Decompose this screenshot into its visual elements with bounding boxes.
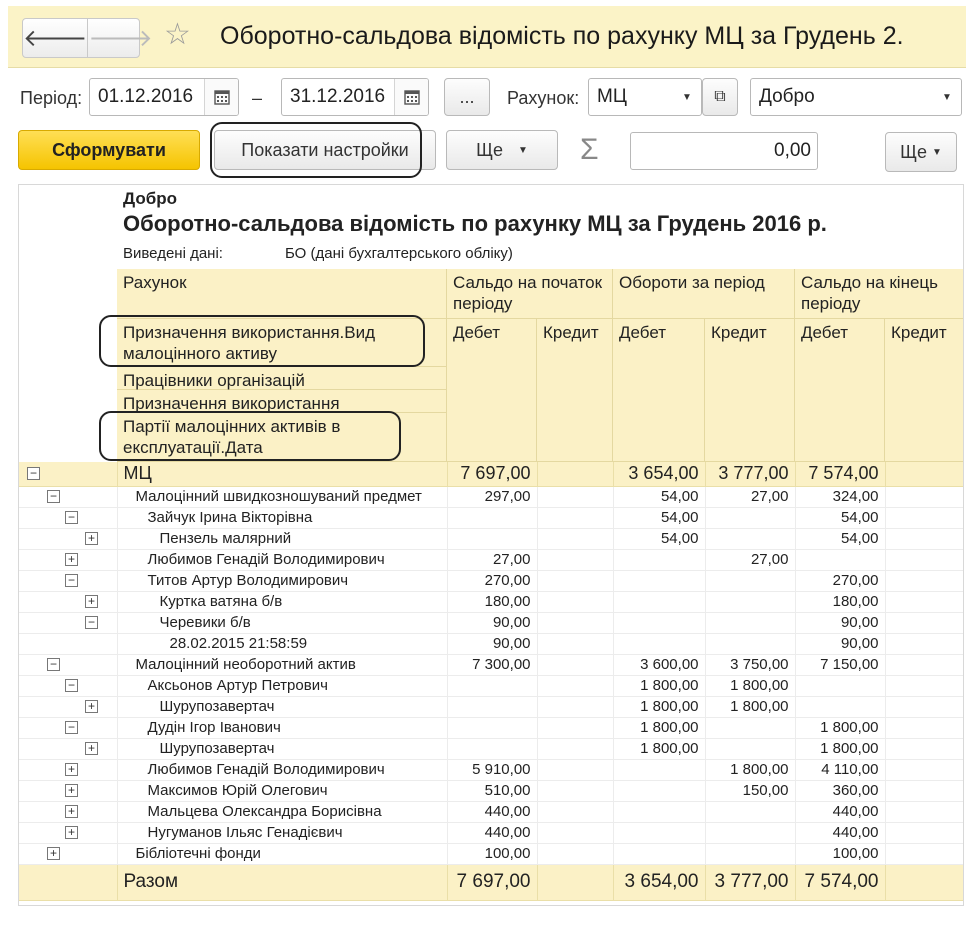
value-cell-cd: 7 574,00	[795, 462, 885, 486]
value-cell-od	[447, 507, 537, 528]
value-cell-tc	[705, 822, 795, 843]
value-cell-cc	[885, 654, 964, 675]
expand-icon[interactable]: +	[65, 553, 78, 566]
value-cell-td	[613, 801, 705, 822]
value-cell-cd	[795, 675, 885, 696]
collapse-icon[interactable]: −	[85, 616, 98, 629]
value-cell-oc	[537, 738, 613, 759]
tree-cell	[19, 675, 117, 696]
table-row[interactable]	[19, 822, 964, 843]
value-cell-cd: 1 800,00	[795, 717, 885, 738]
value-cell-oc	[537, 654, 613, 675]
account-value: МЦ	[597, 86, 627, 107]
value-cell-od	[447, 528, 537, 549]
value-cell-od	[447, 738, 537, 759]
output-label: Виведені дані:	[123, 245, 223, 262]
tree-cell	[19, 738, 117, 759]
tree-cell	[19, 696, 117, 717]
expand-icon[interactable]: +	[85, 742, 98, 755]
expand-icon[interactable]: +	[65, 784, 78, 797]
value-cell-td: 1 800,00	[613, 738, 705, 759]
total-cell-oc	[537, 864, 613, 900]
row-label: Малоцінний швидкозношуваний предмет	[117, 486, 447, 507]
table-row[interactable]	[19, 780, 964, 801]
tree-cell	[19, 591, 117, 612]
date-to-field[interactable]	[281, 78, 429, 116]
value-cell-td	[613, 591, 705, 612]
value-cell-cd: 1 800,00	[795, 738, 885, 759]
collapse-icon[interactable]: −	[65, 574, 78, 587]
collapse-icon[interactable]: −	[27, 467, 40, 480]
date-to-value: 31.12.2016	[290, 86, 386, 107]
header-group4: Партії малоцінних активів в експлуатації.Дата	[117, 413, 447, 462]
value-cell-td: 54,00	[613, 486, 705, 507]
header-turnover: Обороти за період	[613, 269, 795, 319]
value-cell-cd: 90,00	[795, 612, 885, 633]
table-row[interactable]	[19, 738, 964, 759]
value-cell-cc	[885, 633, 964, 654]
value-cell-cc	[885, 612, 964, 633]
value-cell-td: 3 654,00	[613, 462, 705, 486]
table-row-total	[19, 864, 964, 900]
chevron-down-icon: ▼	[932, 146, 942, 158]
chevron-down-icon[interactable]: ▼	[942, 91, 952, 103]
value-cell-oc	[537, 822, 613, 843]
value-cell-cd: 4 110,00	[795, 759, 885, 780]
row-label: Титов Артур Володимирович	[117, 570, 447, 591]
generate-button[interactable]: Сформувати	[18, 130, 200, 170]
value-cell-od: 7 300,00	[447, 654, 537, 675]
chevron-down-icon[interactable]: ▼	[682, 91, 692, 103]
value-cell-oc	[537, 549, 613, 570]
value-cell-tc: 1 800,00	[705, 675, 795, 696]
value-cell-oc	[537, 507, 613, 528]
value-cell-tc	[705, 633, 795, 654]
arrow-right-icon: 🡒	[88, 25, 153, 52]
tree-cell	[19, 570, 117, 591]
header-account: Рахунок	[117, 269, 447, 319]
expand-icon[interactable]: +	[47, 847, 60, 860]
table-row-group[interactable]	[19, 462, 964, 486]
value-cell-od: 7 697,00	[447, 462, 537, 486]
tree-cell	[19, 843, 117, 864]
value-cell-od: 90,00	[447, 612, 537, 633]
value-cell-td	[613, 612, 705, 633]
value-cell-cd: 440,00	[795, 822, 885, 843]
value-cell-td: 1 800,00	[613, 717, 705, 738]
expand-icon[interactable]: +	[85, 595, 98, 608]
collapse-icon[interactable]: −	[47, 490, 60, 503]
value-cell-oc	[537, 801, 613, 822]
value-cell-od: 270,00	[447, 570, 537, 591]
row-label: Куртка ватяна б/в	[117, 591, 447, 612]
back-button[interactable]	[23, 19, 88, 57]
row-label: Черевики б/в	[117, 612, 447, 633]
header-group2: Працівники організацій	[117, 367, 447, 390]
table-row[interactable]	[19, 759, 964, 780]
table-row[interactable]	[19, 591, 964, 612]
value-cell-td: 54,00	[613, 507, 705, 528]
value-cell-cc	[885, 591, 964, 612]
value-cell-oc	[537, 591, 613, 612]
header-opening: Сальдо на початок періоду	[447, 269, 613, 319]
value-cell-cc	[885, 717, 964, 738]
value-cell-cc	[885, 738, 964, 759]
row-label: Зайчук Ірина Вікторівна	[117, 507, 447, 528]
value-cell-cd: 270,00	[795, 570, 885, 591]
collapse-icon[interactable]: −	[65, 679, 78, 692]
value-cell-cd: 360,00	[795, 780, 885, 801]
value-cell-td	[613, 633, 705, 654]
more-label: Ще	[476, 139, 503, 160]
value-cell-tc: 1 800,00	[705, 759, 795, 780]
value-cell-cc	[885, 528, 964, 549]
row-label: Бібліотечні фонди	[117, 843, 447, 864]
expand-icon[interactable]: +	[85, 532, 98, 545]
row-label: Шурупозавертач	[117, 738, 447, 759]
value-cell-tc	[705, 507, 795, 528]
tree-cell	[19, 759, 117, 780]
table-row[interactable]	[19, 717, 964, 738]
value-cell-td	[613, 570, 705, 591]
navigation-buttons	[22, 18, 153, 58]
total-label: Разом	[117, 864, 447, 900]
value-cell-od	[447, 696, 537, 717]
highlight-outline	[210, 122, 422, 178]
value-cell-tc	[705, 591, 795, 612]
more-button-2[interactable]	[885, 132, 957, 172]
open-account-button[interactable]	[702, 78, 738, 116]
tree-cell	[19, 528, 117, 549]
table-row[interactable]	[19, 612, 964, 633]
table-row[interactable]	[19, 507, 964, 528]
expand-icon[interactable]: +	[65, 826, 78, 839]
value-cell-cc	[885, 801, 964, 822]
collapse-icon[interactable]: −	[65, 721, 78, 734]
expand-icon[interactable]: +	[65, 763, 78, 776]
value-cell-cd: 324,00	[795, 486, 885, 507]
value-cell-cc	[885, 696, 964, 717]
tree-cell	[19, 462, 117, 486]
value-cell-tc	[705, 738, 795, 759]
value-cell-cd: 440,00	[795, 801, 885, 822]
forward-button[interactable]	[88, 19, 152, 57]
value-cell-cc	[885, 507, 964, 528]
value-cell-oc	[537, 843, 613, 864]
value-cell-tc: 1 800,00	[705, 696, 795, 717]
highlight-outline	[99, 315, 425, 367]
sum-field[interactable]	[630, 132, 818, 170]
tree-cell	[19, 864, 117, 900]
value-cell-td	[613, 549, 705, 570]
row-label: Пензель малярний	[117, 528, 447, 549]
value-cell-td	[613, 759, 705, 780]
header-closing-credit: Кредит	[885, 319, 964, 462]
row-label: МЦ	[117, 462, 447, 486]
value-cell-td	[613, 822, 705, 843]
row-label: 28.02.2015 21:58:59	[117, 633, 447, 654]
value-cell-tc	[705, 570, 795, 591]
table-row[interactable]	[19, 654, 964, 675]
report-organization: Добро	[123, 189, 177, 208]
highlight-outline	[99, 411, 401, 461]
header-group3: Призначення використання	[117, 390, 447, 413]
sigma-icon: Σ	[580, 133, 599, 166]
tree-cell	[19, 654, 117, 675]
value-cell-oc	[537, 780, 613, 801]
date-from-value: 01.12.2016	[98, 86, 194, 107]
value-cell-td	[613, 780, 705, 801]
value-cell-cc	[885, 462, 964, 486]
value-cell-td	[613, 843, 705, 864]
header-closing-debit: Дебет	[795, 319, 885, 462]
row-label: Шурупозавертач	[117, 696, 447, 717]
value-cell-od: 180,00	[447, 591, 537, 612]
header-group1: Призначення використання.Вид малоцінного активу	[117, 319, 447, 367]
value-cell-tc	[705, 612, 795, 633]
tree-cell	[19, 507, 117, 528]
expand-icon[interactable]: +	[65, 805, 78, 818]
total-cell-td: 3 654,00	[613, 864, 705, 900]
value-cell-od: 90,00	[447, 633, 537, 654]
row-label: Любимов Генадій Володимирович	[117, 549, 447, 570]
row-label: Мальцева Олександра Борисівна	[117, 801, 447, 822]
organization-value: Добро	[759, 86, 815, 107]
value-cell-cd: 90,00	[795, 633, 885, 654]
value-cell-cc	[885, 759, 964, 780]
expand-icon[interactable]: +	[85, 700, 98, 713]
value-cell-cd: 54,00	[795, 507, 885, 528]
table-row[interactable]	[19, 570, 964, 591]
value-cell-td: 1 800,00	[613, 696, 705, 717]
total-cell-od: 7 697,00	[447, 864, 537, 900]
value-cell-td: 1 800,00	[613, 675, 705, 696]
header-closing: Сальдо на кінець періоду	[795, 269, 964, 319]
tree-cell	[19, 633, 117, 654]
value-cell-od: 5 910,00	[447, 759, 537, 780]
value-cell-cc	[885, 675, 964, 696]
value-cell-td: 54,00	[613, 528, 705, 549]
value-cell-od: 440,00	[447, 801, 537, 822]
tree-cell	[19, 486, 117, 507]
value-cell-oc	[537, 675, 613, 696]
value-cell-oc	[537, 612, 613, 633]
calendar-icon[interactable]	[394, 79, 428, 115]
table-row[interactable]	[19, 801, 964, 822]
value-cell-tc	[705, 843, 795, 864]
value-cell-oc	[537, 717, 613, 738]
value-cell-od: 510,00	[447, 780, 537, 801]
value-cell-oc	[537, 759, 613, 780]
value-cell-cc	[885, 486, 964, 507]
value-cell-od	[447, 717, 537, 738]
value-cell-cd: 180,00	[795, 591, 885, 612]
account-field[interactable]	[588, 78, 702, 116]
collapse-icon[interactable]: −	[65, 511, 78, 524]
table-row[interactable]	[19, 675, 964, 696]
header-turnover-debit: Дебет	[613, 319, 705, 462]
sum-value: 0,00	[774, 140, 811, 161]
account-label: Рахунок:	[507, 88, 580, 108]
value-cell-od: 440,00	[447, 822, 537, 843]
window-title: Оборотно-сальдова відомість по рахунку МЦ за Грудень 2.	[220, 22, 904, 50]
value-cell-cc	[885, 549, 964, 570]
tree-cell	[19, 549, 117, 570]
value-cell-tc: 27,00	[705, 549, 795, 570]
report-area[interactable]	[18, 184, 964, 906]
row-label: Любимов Генадій Володимирович	[117, 759, 447, 780]
row-label: Максимов Юрій Олегович	[117, 780, 447, 801]
header-opening-debit: Дебет	[447, 319, 537, 462]
tree-cell	[19, 612, 117, 633]
period-dash: –	[252, 88, 263, 108]
value-cell-cd: 54,00	[795, 528, 885, 549]
header-turnover-credit: Кредит	[705, 319, 795, 462]
value-cell-cc	[885, 822, 964, 843]
value-cell-od: 297,00	[447, 486, 537, 507]
value-cell-tc: 150,00	[705, 780, 795, 801]
header-opening-credit: Кредит	[537, 319, 613, 462]
value-cell-oc	[537, 486, 613, 507]
value-cell-cd	[795, 549, 885, 570]
value-cell-tc	[705, 528, 795, 549]
row-label: Аксьонов Артур Петрович	[117, 675, 447, 696]
calendar-icon[interactable]	[204, 79, 238, 115]
value-cell-oc	[537, 633, 613, 654]
star-icon[interactable]: ☆	[164, 18, 191, 51]
report-table	[19, 462, 964, 901]
tree-cell	[19, 717, 117, 738]
tree-cell	[19, 822, 117, 843]
value-cell-tc	[705, 717, 795, 738]
table-row[interactable]	[19, 696, 964, 717]
value-cell-od: 27,00	[447, 549, 537, 570]
value-cell-od	[447, 675, 537, 696]
title-bar	[8, 6, 966, 68]
table-row[interactable]	[19, 528, 964, 549]
value-cell-cc	[885, 843, 964, 864]
total-cell-cd: 7 574,00	[795, 864, 885, 900]
total-cell-cc	[885, 864, 964, 900]
show-settings-button[interactable]: Показати настройки	[214, 130, 436, 170]
value-cell-tc: 3 750,00	[705, 654, 795, 675]
date-from-field[interactable]	[89, 78, 239, 116]
value-cell-oc	[537, 570, 613, 591]
value-cell-tc: 3 777,00	[705, 462, 795, 486]
arrow-left-icon: 🡐	[23, 25, 88, 52]
report-title: Оборотно-сальдова відомість по рахунку МЦ за Грудень 2016 р.	[123, 211, 827, 236]
more-label-2: Ще	[900, 141, 927, 162]
output-value: БО (дані бухгалтерського обліку)	[285, 245, 513, 262]
row-label: Дудін Ігор Іванович	[117, 717, 447, 738]
value-cell-cc	[885, 780, 964, 801]
period-label: Період:	[20, 88, 83, 108]
total-cell-tc: 3 777,00	[705, 864, 795, 900]
value-cell-cd	[795, 696, 885, 717]
value-cell-cd: 7 150,00	[795, 654, 885, 675]
select-period-button[interactable]: ...	[444, 78, 490, 116]
value-cell-od: 100,00	[447, 843, 537, 864]
tree-cell	[19, 780, 117, 801]
table-row[interactable]	[19, 486, 964, 507]
organization-field[interactable]	[750, 78, 962, 116]
table-row[interactable]	[19, 549, 964, 570]
more-button[interactable]	[446, 130, 558, 170]
value-cell-oc	[537, 696, 613, 717]
collapse-icon[interactable]: −	[47, 658, 60, 671]
row-label: Малоцінний необоротний актив	[117, 654, 447, 675]
value-cell-cd: 100,00	[795, 843, 885, 864]
row-label: Нугуманов Ільяс Генадієвич	[117, 822, 447, 843]
value-cell-cc	[885, 570, 964, 591]
value-cell-tc: 27,00	[705, 486, 795, 507]
value-cell-oc	[537, 462, 613, 486]
value-cell-oc	[537, 528, 613, 549]
table-row[interactable]	[19, 843, 964, 864]
open-window-icon: ⧉	[714, 88, 726, 105]
chevron-down-icon: ▼	[518, 144, 528, 156]
table-row[interactable]	[19, 633, 964, 654]
value-cell-td: 3 600,00	[613, 654, 705, 675]
value-cell-tc	[705, 801, 795, 822]
tree-cell	[19, 801, 117, 822]
